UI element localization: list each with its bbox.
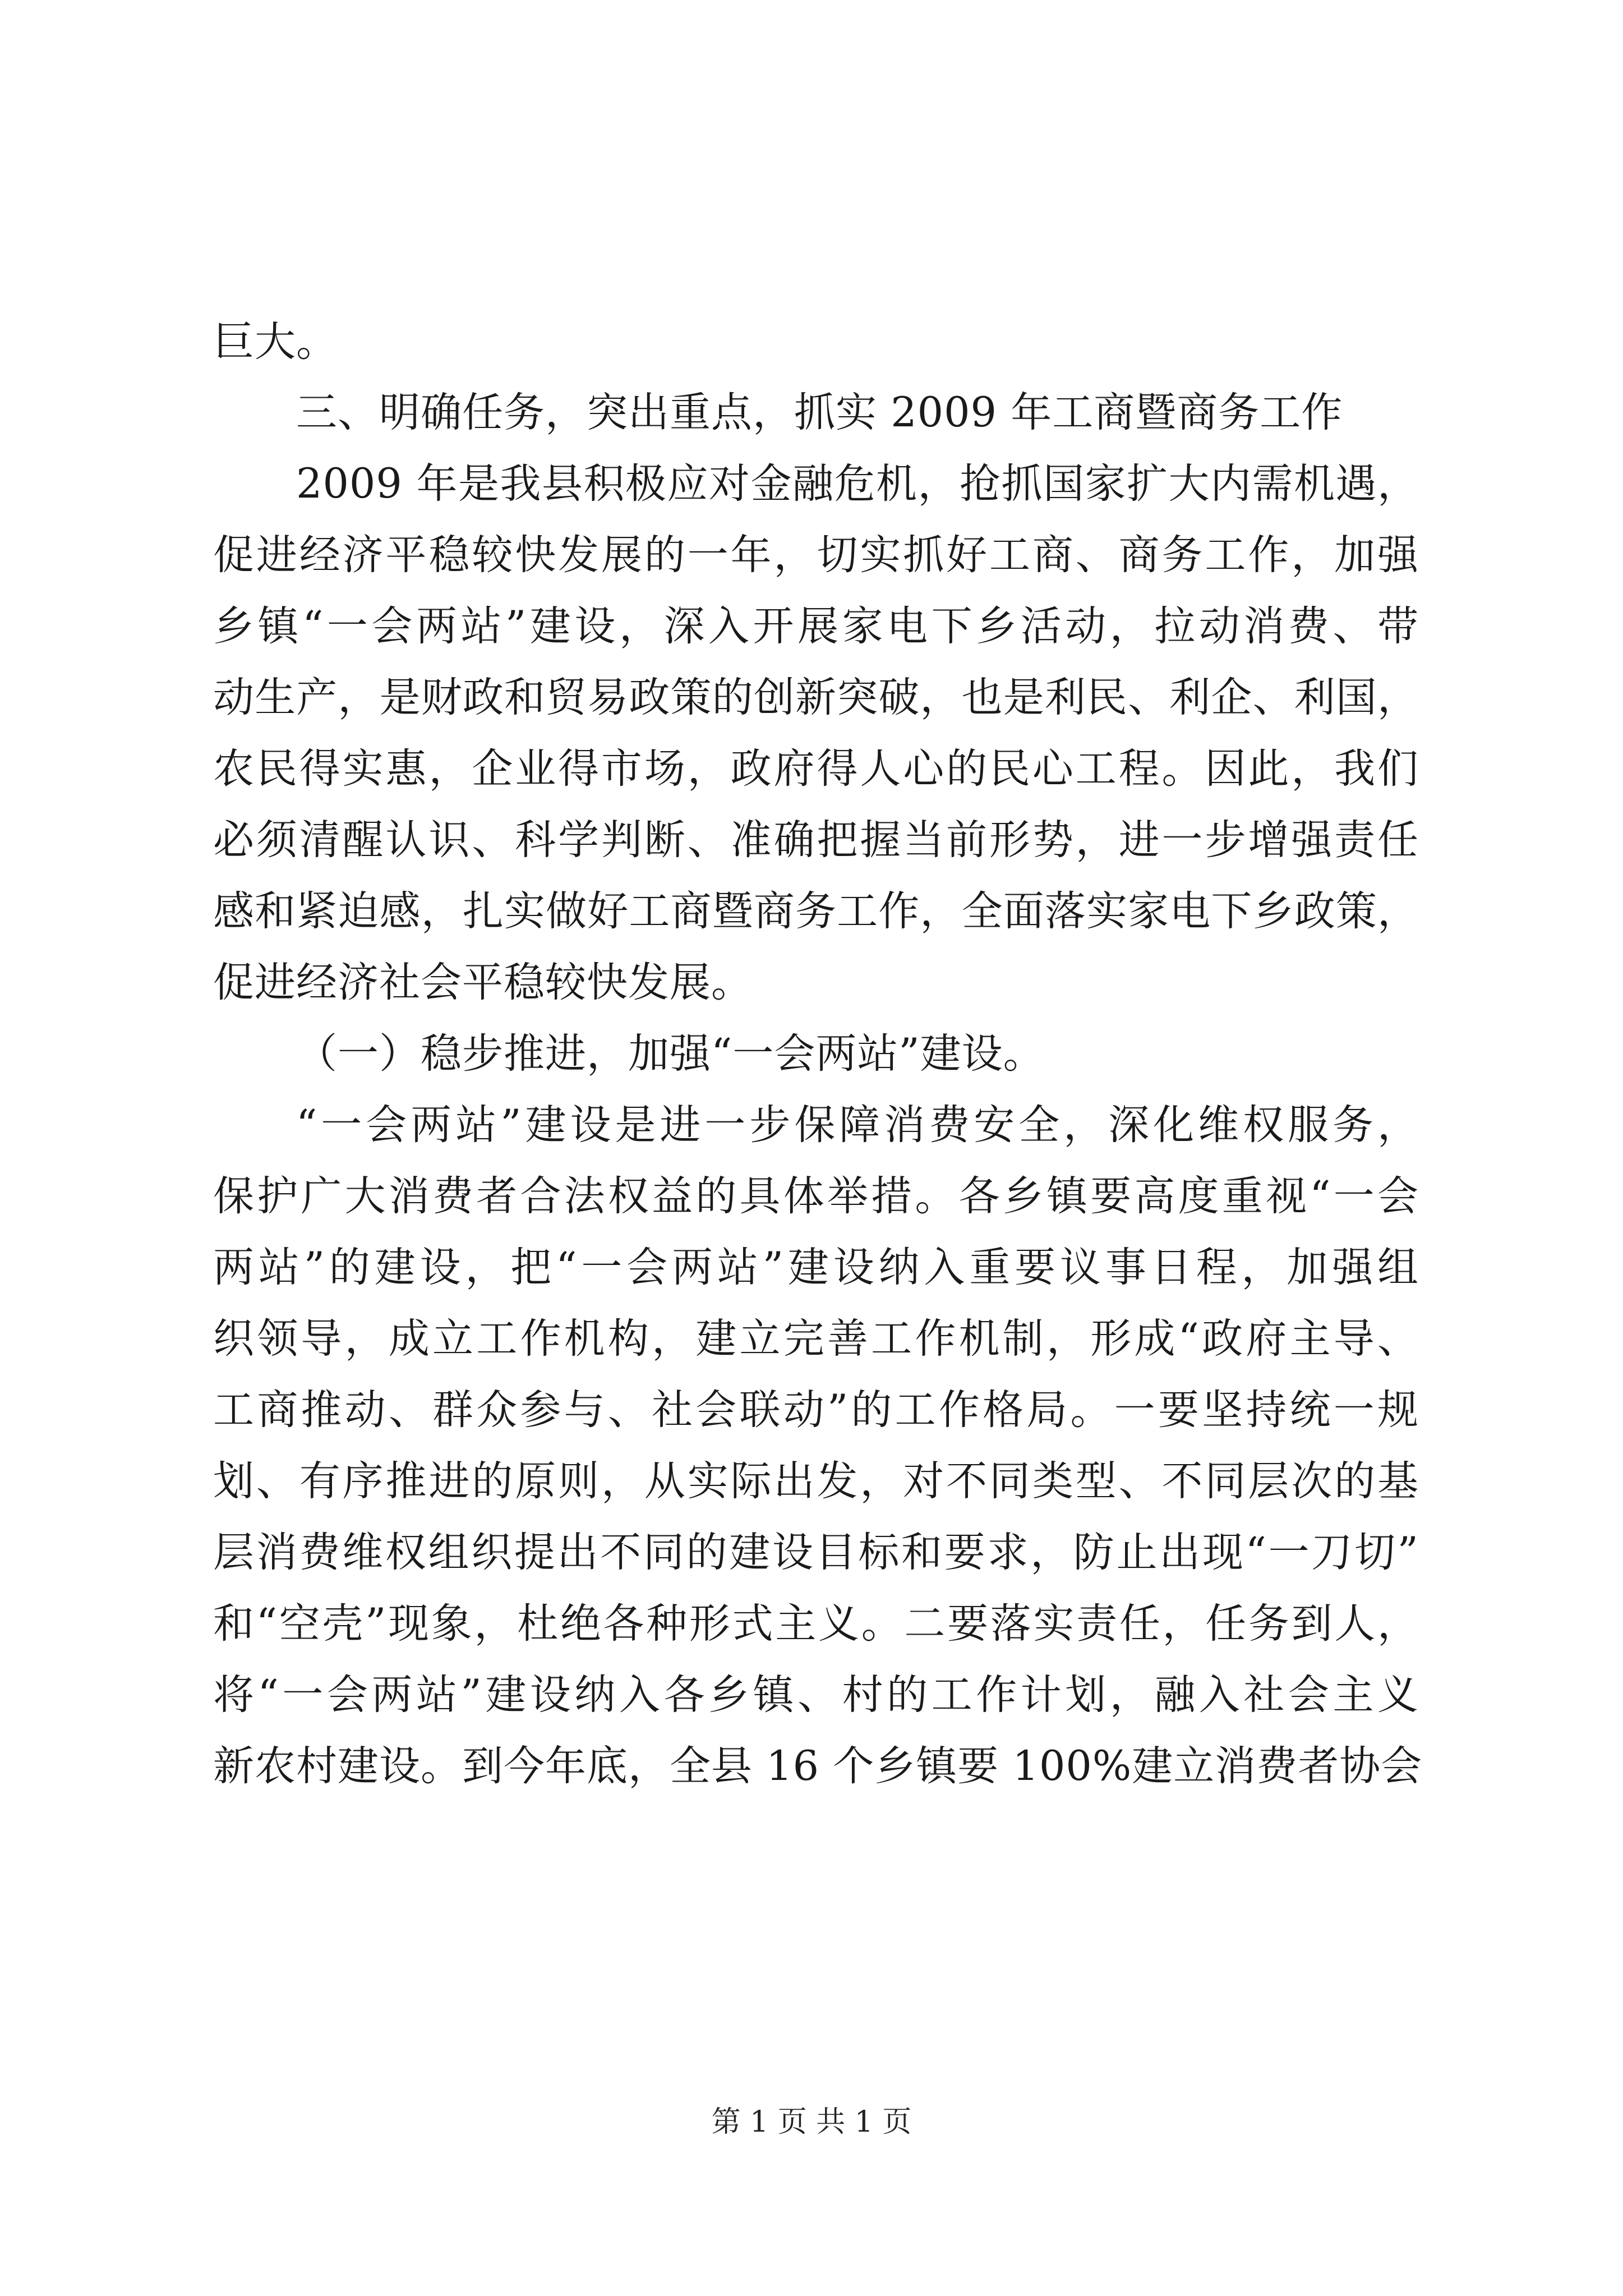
page-footer: 第 1 页 共 1 页 (711, 2105, 912, 2139)
text-line: 2009 年是我县积极应对金融危机，抢抓国家扩大内需机遇， (296, 460, 1419, 508)
text-line: 促进经济平稳较快发展的一年，切实抓好工商、商务工作，加强 (213, 531, 1419, 579)
text-line: 动生产，是财政和贸易政策的创新突破，也是利民、利企、利国， (213, 674, 1419, 721)
text-line: 层消费维权组织提出不同的建设目标和要求，防止出现“一刀切” (213, 1529, 1419, 1576)
text-line: 感和紧迫感，扎实做好工商暨商务工作，全面落实家电下乡政策， (213, 887, 1419, 935)
text-line: 乡镇“一会两站”建设，深入开展家电下乡活动，拉动消费、带 (213, 602, 1419, 650)
text-line: 农民得实惠，企业得市场，政府得人心的民心工程。因此，我们 (213, 745, 1419, 793)
text-line: 织领导，成立工作机构，建立完善工作机制，形成“政府主导、 (213, 1315, 1419, 1363)
text-line: 保护广大消费者合法权益的具体举措。各乡镇要高度重视“一会 (213, 1172, 1419, 1220)
text-line: 促进经济社会平稳较快发展。 (213, 959, 753, 1006)
text-line: 和“空壳”现象，杜绝各种形式主义。二要落实责任，任务到人， (213, 1600, 1419, 1648)
text-line: 工商推动、群众参与、社会联动”的工作格局。一要坚持统一规 (213, 1386, 1419, 1434)
text-line: “一会两站”建设是进一步保障消费安全，深化维权服务， (296, 1101, 1419, 1149)
section-heading: 三、明确任务，突出重点，抓实 2009 年工商暨商务工作 (296, 389, 1343, 436)
text-line: 巨大。 (213, 318, 338, 366)
text-line: 两站”的建设，把“一会两站”建设纳入重要议事日程，加强组 (213, 1244, 1419, 1291)
subsection-heading: （一）稳步推进，加强“一会两站”建设。 (296, 1030, 1045, 1078)
text-line: 划、有序推进的原则，从实际出发，对不同类型、不同层次的基 (213, 1457, 1419, 1505)
text-line: 新农村建设。到今年底，全县 16 个乡镇要 100%建立消费者协会 (213, 1742, 1423, 1790)
text-line: 必须清醒认识、科学判断、准确把握当前形势，进一步增强责任 (213, 816, 1419, 864)
text-line: 将“一会两站”建设纳入各乡镇、村的工作计划，融入社会主义 (213, 1671, 1419, 1719)
